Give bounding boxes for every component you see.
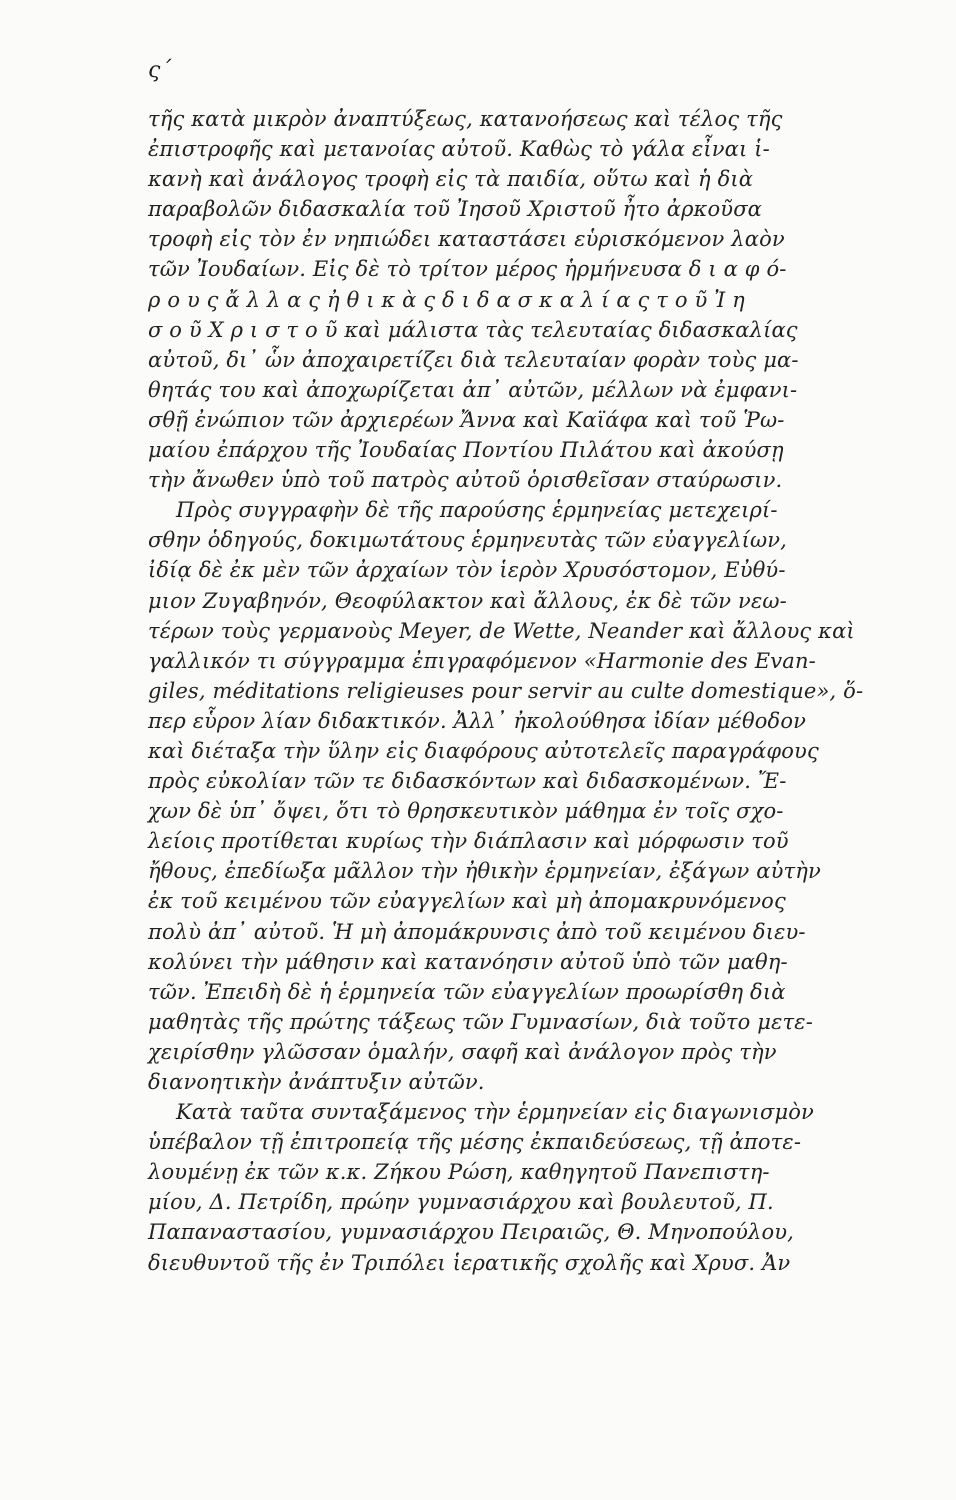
body-text <box>148 104 908 1278</box>
text-line: ἐπιστροφῆς καὶ μετανοίας αὐτοῦ. Καθὼς τὸ γάλα εἶναι ἱ- <box>148 137 770 162</box>
text-line: ρ ο υ ς ἄ λ λ α ς ἠ θ ι κ ὰ ς δ ι δ α σ κ α λ ί α ς τ ο ῦ Ἰ η <box>148 287 745 312</box>
text-line: λουμένῃ ἐκ τῶν κ.κ. Ζήκου Ρώση, καθηγητοῦ Πανεπιστη- <box>148 1160 770 1185</box>
text-line: ἐκ τοῦ κειμένου τῶν εὐαγγελίων καὶ μὴ ἀπομακρυνόμενος <box>148 889 786 914</box>
text-line: πολὺ ἀπ᾽ αὐτοῦ. Ἡ μὴ ἀπομάκρυνσις ἀπὸ τοῦ κειμένου διευ- <box>148 919 806 944</box>
text-line: περ εὗρον λίαν διδακτικόν. Ἀλλ᾽ ἠκολούθησα ἰδίαν μέθοδον <box>148 708 807 733</box>
text-line: θητάς του καὶ ἀποχωρίζεται ἀπ᾽ αὐτῶν, μέλλων νὰ ἐμφανι- <box>148 377 798 402</box>
text-line: λείοις προτίθεται κυρίως τὴν διάπλασιν καὶ μόρφωσιν τοῦ <box>148 829 789 854</box>
text-line: σθην ὁδηγούς, δοκιμωτάτους ἑρμηνευτὰς τῶν εὐαγγελίων, <box>148 528 787 553</box>
text-line: ὑπέβαλον τῇ ἐπιτροπείᾳ τῆς μέσης ἐκπαιδεύσεως, τῇ ἀποτε- <box>148 1130 802 1155</box>
text-line: τῶν Ἰουδαίων. Εἰς δὲ τὸ τρίτον μέρος ἡρμήνευσα δ ι α φ ό- <box>148 257 787 282</box>
text-line: μιον Ζυγαβηνόν, Θεοφύλακτον καὶ ἄλλους, ἐκ δὲ τῶν νεω- <box>148 588 787 613</box>
text-line: σ ο ῦ Χ ρ ι σ τ ο ῦ καὶ μάλιστα τὰς τελευταίας διδασκαλίας <box>148 317 798 342</box>
text-line: Παπαναστασίου, γυμνασιάρχου Πειραιῶς, Θ. Μηνοπούλου, <box>148 1220 794 1245</box>
text-line: γαλλικόν τι σύγγραμμα ἐπιγραφόμενον «Harmonie des Evan- <box>148 648 816 673</box>
text-line: τέρων τοὺς γερμανοὺς Meyer, de Wette, Neander καὶ ἄλλους καὶ <box>148 618 855 643</box>
text-line: giles, méditations religieuses pour servir au culte domestique», ὅ- <box>148 678 864 703</box>
page-number: ς΄ <box>148 58 172 83</box>
text-line: ἰδίᾳ δὲ ἐκ μὲν τῶν ἀρχαίων τὸν ἱερὸν Χρυσόστομον, Εὐθύ- <box>148 558 786 583</box>
text-line: τῶν. Ἐπειδὴ δὲ ἡ ἑρμηνεία τῶν εὐαγγελίων προωρίσθη διὰ <box>148 979 786 1004</box>
paragraph-start-line: Κατὰ ταῦτα συνταξάμενος τὴν ἑρμηνείαν εἰς διαγωνισμὸν <box>176 1100 814 1125</box>
text-line: καὶ διέταξα τὴν ὕλην εἰς διαφόρους αὐτοτελεῖς παραγράφους <box>148 738 819 763</box>
text-line: διανοητικὴν ἀνάπτυξιν αὐτῶν. <box>148 1070 485 1094</box>
text-line: σθῇ ἐνώπιον τῶν ἀρχιερέων Ἄννα καὶ Καϊάφα καὶ τοῦ Ῥω- <box>148 407 785 432</box>
paragraph-start-line: Πρὸς συγγραφὴν δὲ τῆς παρούσης ἑρμηνείας μετεχειρί- <box>176 498 778 523</box>
text-line: τῆς κατὰ μικρὸν ἀναπτύξεως, κατανοήσεως καὶ τέλος τῆς <box>148 107 783 131</box>
text-line: χων δὲ ὑπ᾽ ὄψει, ὅτι τὸ θρησκευτικὸν μάθημα ἐν τοῖς σχο- <box>148 799 784 824</box>
text-line: κολύνει τὴν μάθησιν καὶ κατανόησιν αὐτοῦ ὑπὸ τῶν μαθη- <box>148 949 788 974</box>
text-line: μαίου ἐπάρχου τῆς Ἰουδαίας Ποντίου Πιλάτου καὶ ἀκούσῃ <box>148 438 784 463</box>
text-line: χειρίσθην γλῶσσαν ὁμαλήν, σαφῆ καὶ ἀνάλογον πρὸς τὴν <box>148 1039 777 1064</box>
text-line: διευθυντοῦ τῆς ἐν Τριπόλει ἱερατικῆς σχολῆς καὶ Χρυσ. Ἀν <box>148 1250 791 1275</box>
text-line: αὐτοῦ, δι᾽ ὧν ἀποχαιρετίζει διὰ τελευταίαν φορὰν τοὺς μα- <box>148 347 799 372</box>
text-line: μίου, Δ. Πετρίδη, πρώην γυμνασιάρχου καὶ βουλευτοῦ, Π. <box>148 1190 774 1215</box>
text-line: πρὸς εὐκολίαν τῶν τε διδασκόντων καὶ διδασκομένων. Ἔ- <box>148 769 787 794</box>
text-line: ἤθους, ἐπεδίωξα μᾶλλον τὴν ἠθικὴν ἑρμηνείαν, ἐξάγων αὐτὴν <box>148 859 821 884</box>
text-line: τροφὴ εἰς τὸν ἐν νηπιώδει καταστάσει εὑρισκόμενον λαὸν <box>148 227 785 252</box>
text-line: κανὴ καὶ ἀνάλογος τροφὴ εἰς τὰ παιδία, οὕτω καὶ ἡ διὰ <box>148 167 754 192</box>
text-line: μαθητὰς τῆς πρώτης τάξεως τῶν Γυμνασίων, διὰ τοῦτο μετε- <box>148 1009 813 1034</box>
text-line: παραβολῶν διδασκαλία τοῦ Ἰησοῦ Χριστοῦ ἦτο ἀρκοῦσα <box>148 197 763 222</box>
text-line: τὴν ἄνωθεν ὑπὸ τοῦ πατρὸς αὐτοῦ ὁρισθεῖσαν σταύρωσιν. <box>148 468 783 493</box>
